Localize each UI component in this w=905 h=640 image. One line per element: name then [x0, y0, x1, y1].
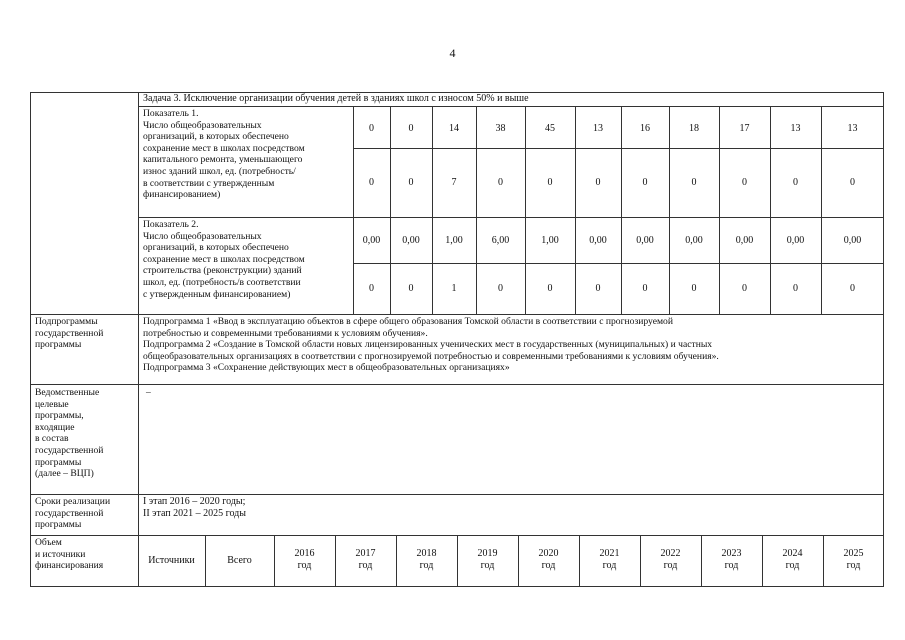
subprograms-label: Подпрограммы государственной программы — [35, 316, 104, 351]
indicator-value-cell: 0 — [742, 283, 747, 294]
indicator-value-cell: 1,00 — [445, 235, 463, 246]
indicator-value-cell: 0 — [547, 283, 553, 294]
indicator-value-cell: 0,00 — [685, 235, 703, 246]
indicator-value-cell: 0 — [742, 177, 747, 188]
ind1-bottom-line — [138, 217, 884, 218]
task-row-bottom — [138, 106, 884, 107]
indicator-value-cell: 0,00 — [636, 235, 654, 246]
indicators-bottom-line — [30, 314, 884, 315]
indicator-value-cell: 0 — [408, 283, 414, 294]
indicator-value-cell: 16 — [640, 123, 650, 134]
financing-year-header: 2020 год — [538, 548, 559, 571]
indicator-value-cell: 13 — [593, 123, 603, 134]
indicator-value-cell: 38 — [495, 123, 506, 134]
indicator-value-cell: 0 — [369, 283, 374, 294]
financing-year-header: 2017 год — [355, 548, 376, 571]
financing-total-header: Всего — [227, 555, 252, 566]
indicator-value-cell: 0 — [408, 123, 414, 134]
terms-label: Сроки реализации государственной программы — [35, 496, 111, 531]
indicator-value-cell: 0 — [498, 283, 503, 294]
financing-year-header: 2024 год — [782, 548, 803, 571]
indicator2-label: Показатель 2. Число общеобразовательных организаций, в которых обеспечено сохранение мест в школах посредством строительства (реконструкции) зданий школ, ед. (потребность/в соответствии с утвержденным финансированием) — [143, 219, 305, 300]
indicator-value-cell: 7 — [451, 177, 457, 188]
subprograms-bottom-line — [30, 384, 884, 385]
financing-year-header: 2025 год — [843, 548, 864, 571]
indicator-value-cell: 0 — [850, 283, 855, 294]
label-column-divider — [138, 92, 139, 587]
indicator-value-cell: 1,00 — [541, 235, 559, 246]
vcp-value: – — [146, 387, 151, 398]
indicator-value-cell: 0,00 — [843, 235, 862, 246]
indicator-value-cell: 0,00 — [402, 235, 420, 246]
indicator-value-cell: 0 — [691, 177, 697, 188]
indicator-value-cell: 0 — [793, 177, 798, 188]
indicator-value-cell: 0 — [642, 177, 648, 188]
indicator-value-cell: 0 — [498, 177, 503, 188]
financing-sources-header: Источники — [148, 555, 195, 566]
indicator-value-cell: 0 — [595, 283, 601, 294]
indicator-value-cell: 1 — [451, 283, 457, 294]
financing-year-header: 2021 год — [599, 548, 620, 571]
indicator-value-cell: 0 — [850, 177, 855, 188]
indicator-value-cell: 18 — [689, 123, 699, 134]
vcp-label: Ведомственные целевые программы, входящие в состав государственной программы (далее – ВЦП) — [35, 387, 104, 480]
indicator1-label: Показатель 1. Число общеобразовательных организаций, в которых обеспечено сохранение мест в школах посредством капитального ремонта, уменьшающего износ зданий школ, ед. (потребность/ в соответствии с утвержденным финансированием) — [143, 108, 305, 201]
indicator-value-cell: 0 — [642, 283, 648, 294]
indicator-value-cell: 13 — [790, 123, 801, 134]
terms-text: I этап 2016 – 2020 годы; II этап 2021 – 2025 годы — [143, 496, 246, 519]
page-number: 4 — [449, 46, 456, 60]
indicator-value-cell: 0,00 — [735, 235, 754, 246]
financing-year-header: 2016 год — [294, 548, 315, 571]
financing-year-header: 2018 год — [416, 548, 437, 571]
indicator-value-cell: 0 — [691, 283, 697, 294]
financing-year-header: 2022 год — [660, 548, 681, 571]
indicator-value-cell: 17 — [739, 123, 750, 134]
subprograms-text: Подпрограмма 1 «Ввод в эксплуатацию объектов в сфере общего образования Томской области в соответствии с прогнозируемой потребностью и современными требованиями к условиям обучения». Подпрограмма 2 «Создание в Томской области новых лицензированных ученических мест в государственных (муниципальных) и частных общеобразовательных организациях в соответствии с прогнозируемой потребностью и современными требованиями к условиям обучения». Подпрограмма 3 «Сохранение действующих мест в общеобразовательных организациях» — [143, 316, 719, 374]
indicator-value-cell: 0 — [369, 123, 374, 134]
vcp-bottom-line — [30, 494, 884, 495]
indicator-value-cell: 0 — [547, 177, 553, 188]
indicator-value-cell: 0,00 — [362, 235, 381, 246]
financing-year-header: 2019 год — [477, 548, 498, 571]
indicator-value-cell: 0,00 — [589, 235, 607, 246]
indicator-value-cell: 14 — [449, 123, 459, 134]
indicator-value-cell: 45 — [545, 123, 555, 134]
indicator-value-cell: 0 — [408, 177, 414, 188]
indicator-value-cell: 13 — [847, 123, 858, 134]
indicator-value-cell: 6,00 — [491, 235, 510, 246]
financing-label: Объем и источники финансирования — [35, 537, 104, 572]
indicator-value-cell: 0,00 — [786, 235, 805, 246]
financing-year-header: 2023 год — [721, 548, 742, 571]
indicator-value-cell: 0 — [793, 283, 798, 294]
indicator-value-cell: 0 — [595, 177, 601, 188]
task3-title: Задача 3. Исключение организации обучения детей в зданиях школ с износом 50% и выше — [143, 93, 529, 104]
indicator-value-cell: 0 — [369, 177, 374, 188]
